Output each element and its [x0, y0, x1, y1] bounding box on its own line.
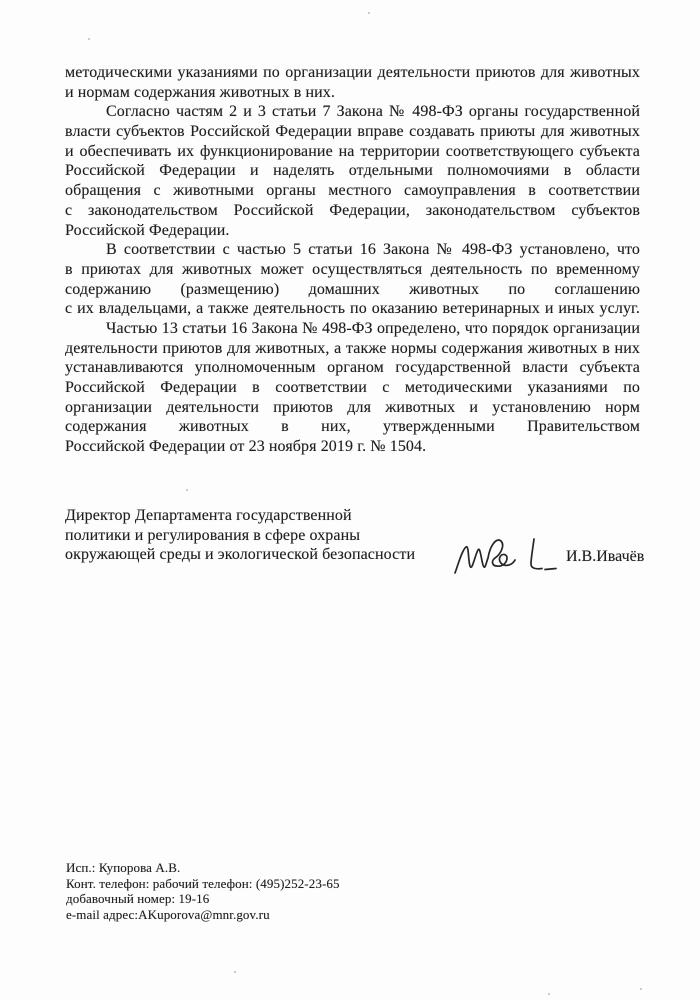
text-line: Частью 13 статьи 16 Закона № 498-ФЗ определено, что порядок организации: [106, 319, 640, 337]
scan-noise-speck: [186, 489, 188, 491]
text-line: власти субъектов Российской Федерации вправе создавать приюты для животных: [65, 123, 640, 141]
text-line: организации деятельности приютов для животных и установлению норм: [65, 398, 640, 416]
paragraph: [65, 102, 640, 240]
phone-line: Конт. телефон: рабочий телефон: (495)252-23-65: [66, 875, 340, 891]
executor-footer: [66, 860, 466, 922]
text-line: В соответствии с частью 5 статьи 16 Закона № 498-ФЗ установлено, что: [106, 241, 640, 259]
extension-line: добавочный номер: 19-16: [66, 891, 210, 907]
scan-noise-speck: [368, 12, 370, 14]
text-line: устанавливаются уполномоченным органом государственной власти субъекта: [65, 359, 640, 377]
signature-icon: [452, 533, 562, 583]
text-line: методическими указаниями по организации деятельности приютов для животных: [65, 64, 640, 81]
letter-body: [65, 63, 640, 457]
signatory-title: [65, 506, 465, 565]
text-line: Российской Федерации от 23 ноября 2019 г. № 1504.: [65, 438, 427, 456]
executor-line: Исп.: Купорова А.В.: [66, 860, 181, 875]
paragraph: [65, 63, 640, 102]
text-line: Российской Федерации и наделять отдельными полномочиями в области: [65, 162, 640, 180]
text-line: политики и регулирования в сфере охраны: [65, 526, 361, 544]
text-line: и обеспечивать их функционирование на территории соответствующего субъекта: [65, 142, 640, 160]
scan-noise-speck: [88, 38, 90, 40]
text-line: содержания животных в них, утвержденными Правительством: [65, 418, 640, 436]
text-line: с их владельцами, а также деятельность по оказанию ветеринарных и иных услуг.: [65, 300, 640, 318]
text-line: с законодательством Российской Федерации, законодательством субъектов: [65, 201, 640, 219]
text-line: в приютах для животных может осуществляться деятельность по временному: [65, 260, 640, 278]
scan-noise-speck: [548, 993, 550, 995]
scan-noise-speck: [640, 988, 642, 990]
text-line: и нормам содержания животных в них.: [65, 83, 335, 101]
text-line: деятельности приютов для животных, а также нормы содержания животных в них: [65, 339, 640, 357]
text-line: обращения с животными органы местного самоуправления в соответствии: [65, 182, 640, 200]
text-line: Согласно частям 2 и 3 статьи 7 Закона № 498-ФЗ органы государственной: [106, 103, 640, 121]
scan-noise-speck: [407, 446, 409, 448]
text-line: Российской Федерации в соответствии с методическими указаниями по: [65, 379, 640, 396]
paragraph: [65, 240, 640, 319]
email-line: e-mail адрес:AKuporova@mnr.gov.ru: [66, 906, 270, 922]
text-line: Российской Федерации.: [65, 221, 230, 239]
text-line: Директор Департамента государственной: [65, 507, 352, 524]
scan-noise-speck: [234, 971, 236, 973]
text-line: окружающей среды и экологической безопасности: [65, 546, 416, 564]
signatory-name: И.В.Ивачёв: [566, 548, 645, 565]
paragraph: [65, 319, 640, 457]
text-line: содержанию (размещению) домашних животных по соглашению: [65, 280, 640, 298]
